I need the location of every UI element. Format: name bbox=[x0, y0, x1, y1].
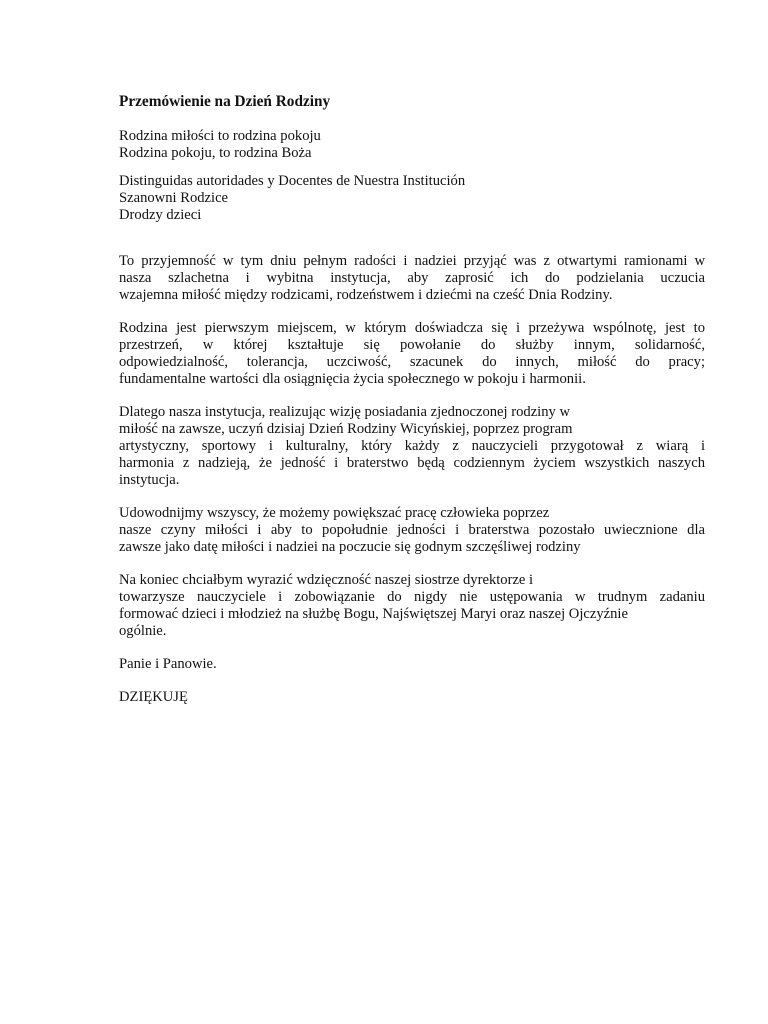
closing-spacer bbox=[119, 673, 705, 689]
motto-block bbox=[119, 128, 705, 162]
paragraph-line: Rodzina jest pierwszym miejscem, w którym doświadcza się i przeżywa wspólnotę, jest to bbox=[119, 320, 705, 336]
speech-content bbox=[119, 93, 705, 706]
paragraph-line: miłość na zawsze, uczyń dzisiaj Dzień Rodziny Wicyńskiej, poprzez program bbox=[119, 421, 573, 437]
paragraph-institution bbox=[119, 404, 705, 489]
paragraph-line: nasza szlachetna i wybitna instytucja, aby zaprosić ich do podzielania uczucia bbox=[119, 270, 705, 286]
motto-line: Rodzina pokoju, to rodzina Boża bbox=[119, 145, 312, 161]
paragraph-spacer bbox=[119, 640, 705, 656]
greeting-block bbox=[119, 173, 705, 224]
paragraph-line: nasze czyny miłości i aby to popołudnie jedności i braterstwa pozostało uwiecznione dla bbox=[119, 522, 705, 538]
paragraph-spacer bbox=[119, 388, 705, 404]
signoff: DZIĘKUJĘ bbox=[119, 689, 188, 705]
paragraph-line: Na koniec chciałbym wyrazić wdzięczność naszej siostrze dyrektorze i bbox=[119, 572, 534, 588]
paragraph-line: formować dzieci i młodzież na służbę Bogu, Najświętszej Maryi oraz naszej Ojczyźnie bbox=[119, 606, 628, 622]
paragraph-line: ogólnie. bbox=[119, 623, 167, 639]
paragraph-line: odpowiedzialność, tolerancja, uczciwość, szacunek do innych, miłość do pracy; bbox=[119, 354, 705, 370]
greeting-spacer bbox=[119, 224, 705, 253]
paragraph-family bbox=[119, 320, 705, 388]
greeting-line: Distinguidas autoridades y Docentes de Nuestra Institución bbox=[119, 173, 466, 189]
paragraph-spacer bbox=[119, 489, 705, 505]
paragraph-line: wzajemna miłość między rodzicami, rodzeństwem i dziećmi na cześć Dnia Rodziny. bbox=[119, 287, 613, 303]
paragraph-line: zawsze jako datę miłości i nadziei na poczucie się godnym szczęśliwej rodziny bbox=[119, 539, 581, 555]
paragraph-gratitude bbox=[119, 572, 705, 640]
paragraph-spacer bbox=[119, 304, 705, 320]
paragraph-line: instytucja. bbox=[119, 472, 180, 488]
paragraph-line: przestrzeń, w której kształtuje się powołanie do służby innym, solidarność, bbox=[119, 337, 705, 353]
paragraph-line: artystyczny, sportowy i kulturalny, który każdy z nauczycieli przygotował z wiarą i bbox=[119, 438, 705, 454]
paragraph-line: towarzysze nauczyciele i zobowiązanie do nigdy nie ustępowania w trudnym zadaniu bbox=[119, 589, 705, 605]
paragraph-line: To przyjemność w tym dniu pełnym radości i nadziei przyjąć was z otwartymi ramionami w bbox=[119, 253, 705, 269]
title-spacer bbox=[119, 111, 705, 128]
greeting-line: Drodzy dzieci bbox=[119, 207, 202, 223]
paragraph-line: Dlatego nasza instytucja, realizując wizję posiadania zjednoczonej rodziny w bbox=[119, 404, 571, 420]
motto-spacer bbox=[119, 162, 705, 173]
greeting-line: Szanowni Rodzice bbox=[119, 190, 229, 206]
paragraph-proof bbox=[119, 505, 705, 556]
motto-line: Rodzina miłości to rodzina pokoju bbox=[119, 128, 321, 144]
paragraph-line: harmonia z nadzieją, że jedność i braterstwo będą codziennym życiem wszystkich naszych bbox=[119, 455, 705, 471]
paragraph-line: fundamentalne wartości dla osiągnięcia życia społecznego w pokoju i harmonii. bbox=[119, 371, 586, 387]
closing-line: Panie i Panowie. bbox=[119, 656, 217, 672]
paragraph-spacer bbox=[119, 556, 705, 572]
paragraph-line: Udowodnijmy wszyscy, że możemy powiększać pracę człowieka poprzez bbox=[119, 505, 550, 521]
speech-title: Przemówienie na Dzień Rodziny bbox=[119, 93, 331, 110]
paragraph-welcome bbox=[119, 253, 705, 304]
